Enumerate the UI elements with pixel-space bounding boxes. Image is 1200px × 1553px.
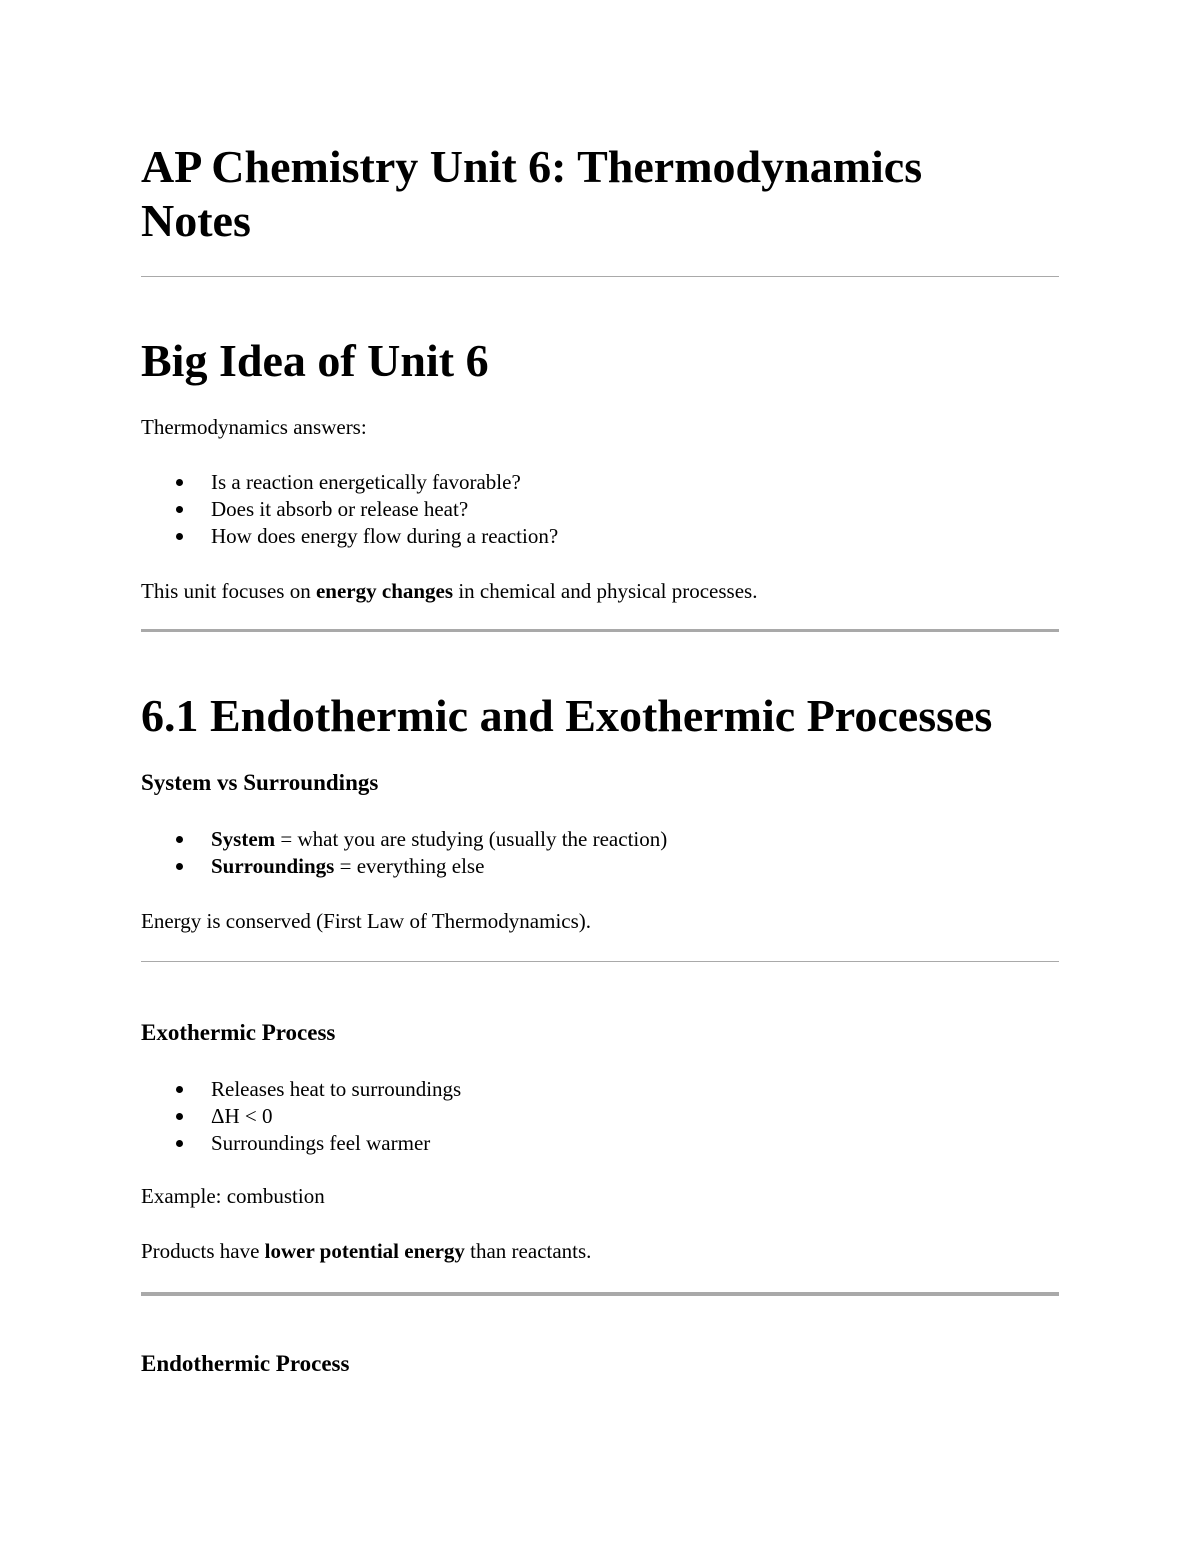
document-title: AP Chemistry Unit 6: Thermodynamics Notes [141, 141, 923, 246]
term-surroundings-definition: = everything else [334, 854, 485, 878]
list-item: Releases heat to surroundings [141, 1076, 461, 1103]
section-6-1-heading: 6.1 Endothermic and Exothermic Processes [141, 690, 993, 741]
exothermic-list [141, 1076, 461, 1157]
big-idea-focus [141, 578, 757, 605]
list-item: Is a reaction energetically favorable? [141, 469, 558, 496]
term-system-definition: = what you are studying (usually the reaction) [275, 827, 668, 851]
big-idea-list [141, 469, 558, 550]
exothermic-heading: Exothermic Process [141, 1020, 336, 1045]
focus-text-post: in chemical and physical processes. [453, 579, 758, 603]
products-text-pre: Products have [141, 1239, 265, 1263]
divider [141, 276, 1059, 277]
exothermic-products-note [141, 1238, 591, 1265]
divider [141, 629, 1059, 632]
list-item [141, 853, 667, 880]
list-item: Does it absorb or release heat? [141, 496, 558, 523]
divider [141, 1292, 1059, 1296]
term-system: System [211, 827, 276, 851]
system-vs-surroundings-heading: System vs Surroundings [141, 770, 379, 795]
conservation-note: Energy is conserved (First Law of Thermodynamics). [141, 909, 592, 933]
focus-text-pre: This unit focuses on [141, 579, 316, 603]
big-idea-heading: Big Idea of Unit 6 [141, 335, 489, 386]
exothermic-example: Example: combustion [141, 1184, 325, 1208]
focus-text-bold: energy changes [315, 579, 454, 603]
divider [141, 961, 1059, 962]
system-list [141, 826, 667, 880]
big-idea-intro: Thermodynamics answers: [141, 415, 367, 439]
endothermic-heading: Endothermic Process [141, 1351, 350, 1376]
term-surroundings: Surroundings [211, 854, 335, 878]
list-item: ΔH < 0 [141, 1103, 461, 1130]
list-item: Surroundings feel warmer [141, 1130, 461, 1157]
products-text-post: than reactants. [464, 1239, 592, 1263]
products-text-bold: lower potential energy [264, 1239, 465, 1263]
list-item: How does energy flow during a reaction? [141, 523, 558, 550]
list-item [141, 826, 667, 853]
